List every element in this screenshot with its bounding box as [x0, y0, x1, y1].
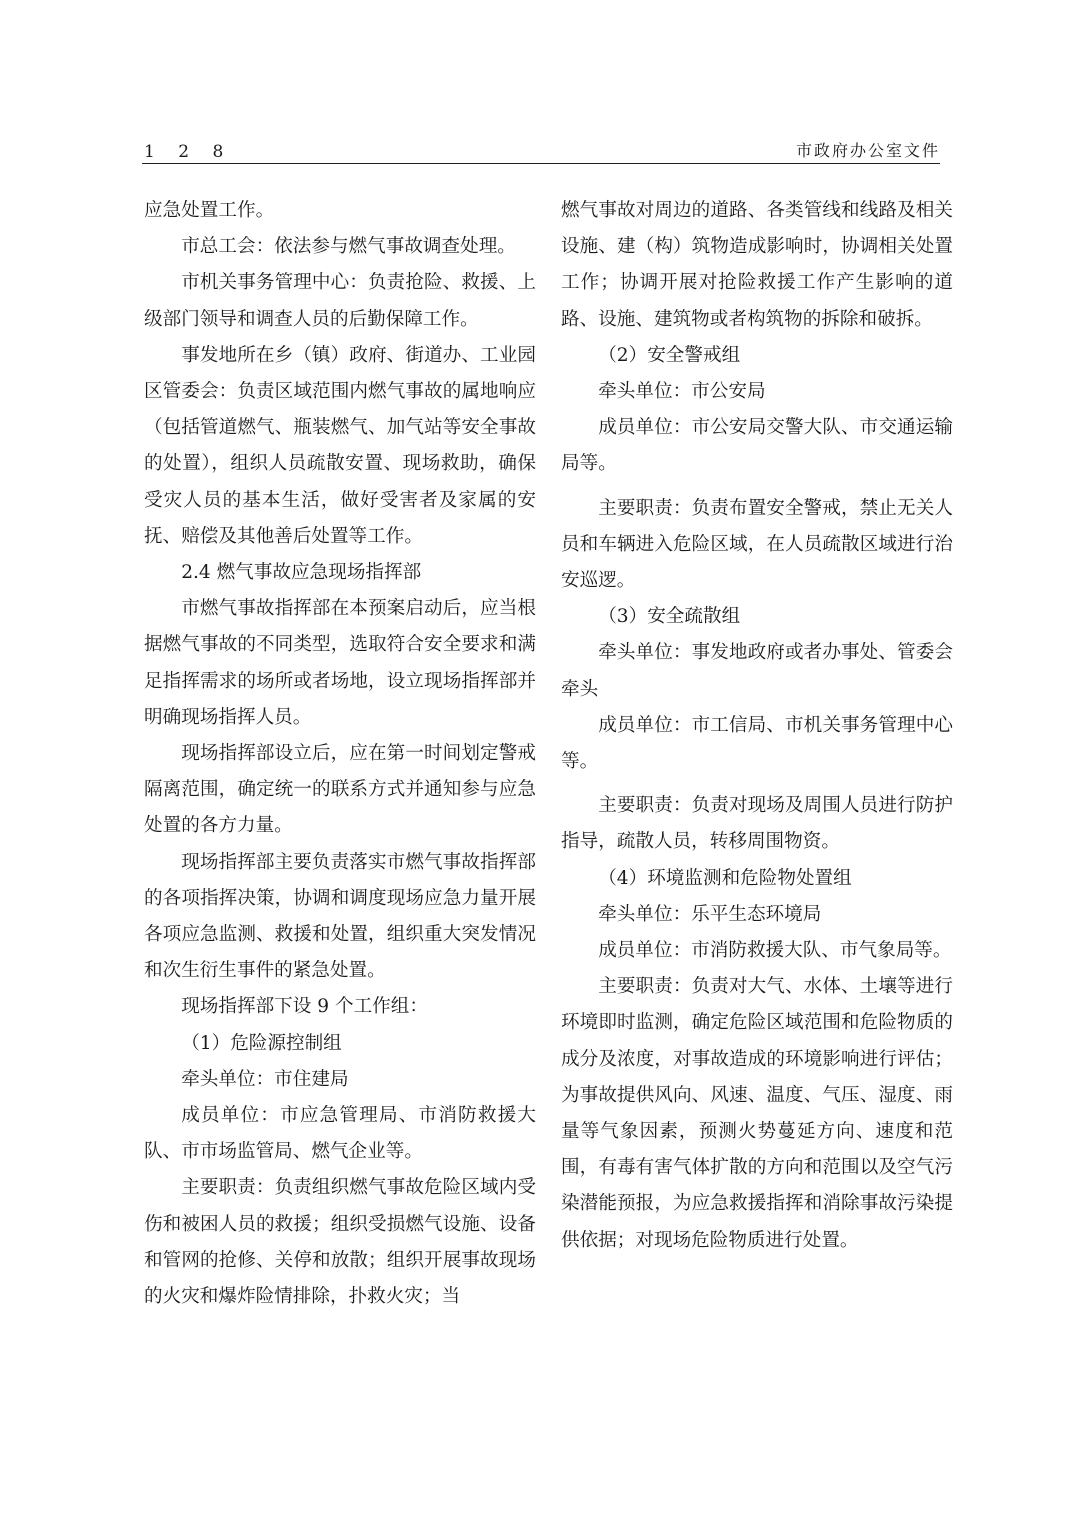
- page-number: 1 2 8: [144, 142, 233, 162]
- paragraph: 现场指挥部下设 9 个工作组：: [181, 996, 428, 1018]
- paragraph: 牵头单位：市公安局: [598, 381, 766, 403]
- paragraph: 主要职责：负责组织燃气事故危险区域内受伤和被困人员的救援；组织受损燃气设施、设备和管网的抢修、关停和放散；组织开展事故现场的火灾和爆炸险情排除，扑救火灾；当: [144, 1177, 536, 1308]
- paragraph: 应急处置工作。: [144, 200, 275, 221]
- paragraph: 市总工会：依法参与燃气事故调查处理。: [181, 236, 516, 258]
- paragraph: 2.4 燃气事故应急现场指挥部: [181, 562, 422, 584]
- paragraph: （3）安全疏散组: [598, 606, 741, 628]
- paragraph: 成员单位：市应急管理局、市消防救援大队、市市场监管局、燃气企业等。: [144, 1105, 536, 1163]
- left-column: [144, 193, 536, 1315]
- paragraph: 牵头单位：事发地政府或者办事处、管委会牵头: [561, 642, 953, 700]
- paragraph: 燃气事故对周边的道路、各类管线和线路及相关设施、建（构）筑物造成影响时，协调相关处置工作；协调开展对抢险救援工作产生影响的道路、设施、建筑物或者构筑物的拆除和破拆。: [561, 200, 953, 330]
- paragraph: 牵头单位：市住建局: [181, 1068, 349, 1090]
- paragraph: 现场指挥部主要负责落实市燃气事故指挥部的各项指挥决策，协调和调度现场应急力量开展各项应急监测、救援和处置，组织重大突发情况和次生衍生事件的紧急处置。: [144, 851, 536, 982]
- paragraph: 市燃气事故指挥部在本预案启动后，应当根据燃气事故的不同类型，选取符合安全要求和满足指挥需求的场所或者场地，设立现场指挥部并明确现场指挥人员。: [144, 598, 536, 728]
- paragraph: 成员单位：市消防救援大队、市气象局等。: [598, 940, 952, 962]
- paragraph: 牵头单位：乐平生态环境局: [598, 903, 822, 925]
- paragraph: 成员单位：市工信局、市机关事务管理中心等。: [561, 714, 953, 773]
- paragraph: 主要职责：负责对大气、水体、土壤等进行环境即时监测，确定危险区域范围和危险物质的成分及浓度，对事故造成的环境影响进行评估；为事故提供风向、风速、温度、气压、湿度、雨量等气象因素，预测火势蔓延方向、速度和范围，有毒有害气体扩散的方向和范围以及空气污染潜能预报，为应急救援指挥和消除事故污染提供依据；对现场危险物质进行处置。: [561, 976, 953, 1251]
- right-column: [561, 193, 953, 1259]
- paragraph: （4）环境监测和危险物处置组: [598, 867, 852, 889]
- paragraph: （1）危险源控制组: [181, 1032, 342, 1054]
- paragraph: 成员单位：市公安局交警大队、市交通运输局等。: [561, 417, 953, 475]
- paragraph: 主要职责：负责对现场及周围人员进行防护指导，疏散人员，转移周围物资。: [561, 795, 953, 853]
- header-rule: [142, 163, 940, 164]
- paragraph: 事发地所在乡（镇）政府、街道办、工业园区管委会：负责区域范围内燃气事故的属地响应（包括管道燃气、瓶装燃气、加气站等安全事故的处置），组织人员疏散安置、现场救助，确保受灾人员的基本生活，做好受害者及家属的安抚、赔偿及其他善后处置等工作。: [144, 344, 536, 547]
- running-header-title: 市政府办公室文件: [795, 141, 940, 160]
- paragraph: （2）安全警戒组: [598, 344, 741, 366]
- paragraph: 现场指挥部设立后，应在第一时间划定警戒隔离范围，确定统一的联系方式并通知参与应急处置的各方力量。: [144, 743, 536, 837]
- paragraph: 主要职责：负责布置安全警戒，禁止无关人员和车辆进入危险区域，在人员疏散区域进行治安巡逻。: [561, 497, 953, 592]
- paragraph: 市机关事务管理中心：负责抢险、救援、上级部门领导和调查人员的后勤保障工作。: [144, 272, 536, 330]
